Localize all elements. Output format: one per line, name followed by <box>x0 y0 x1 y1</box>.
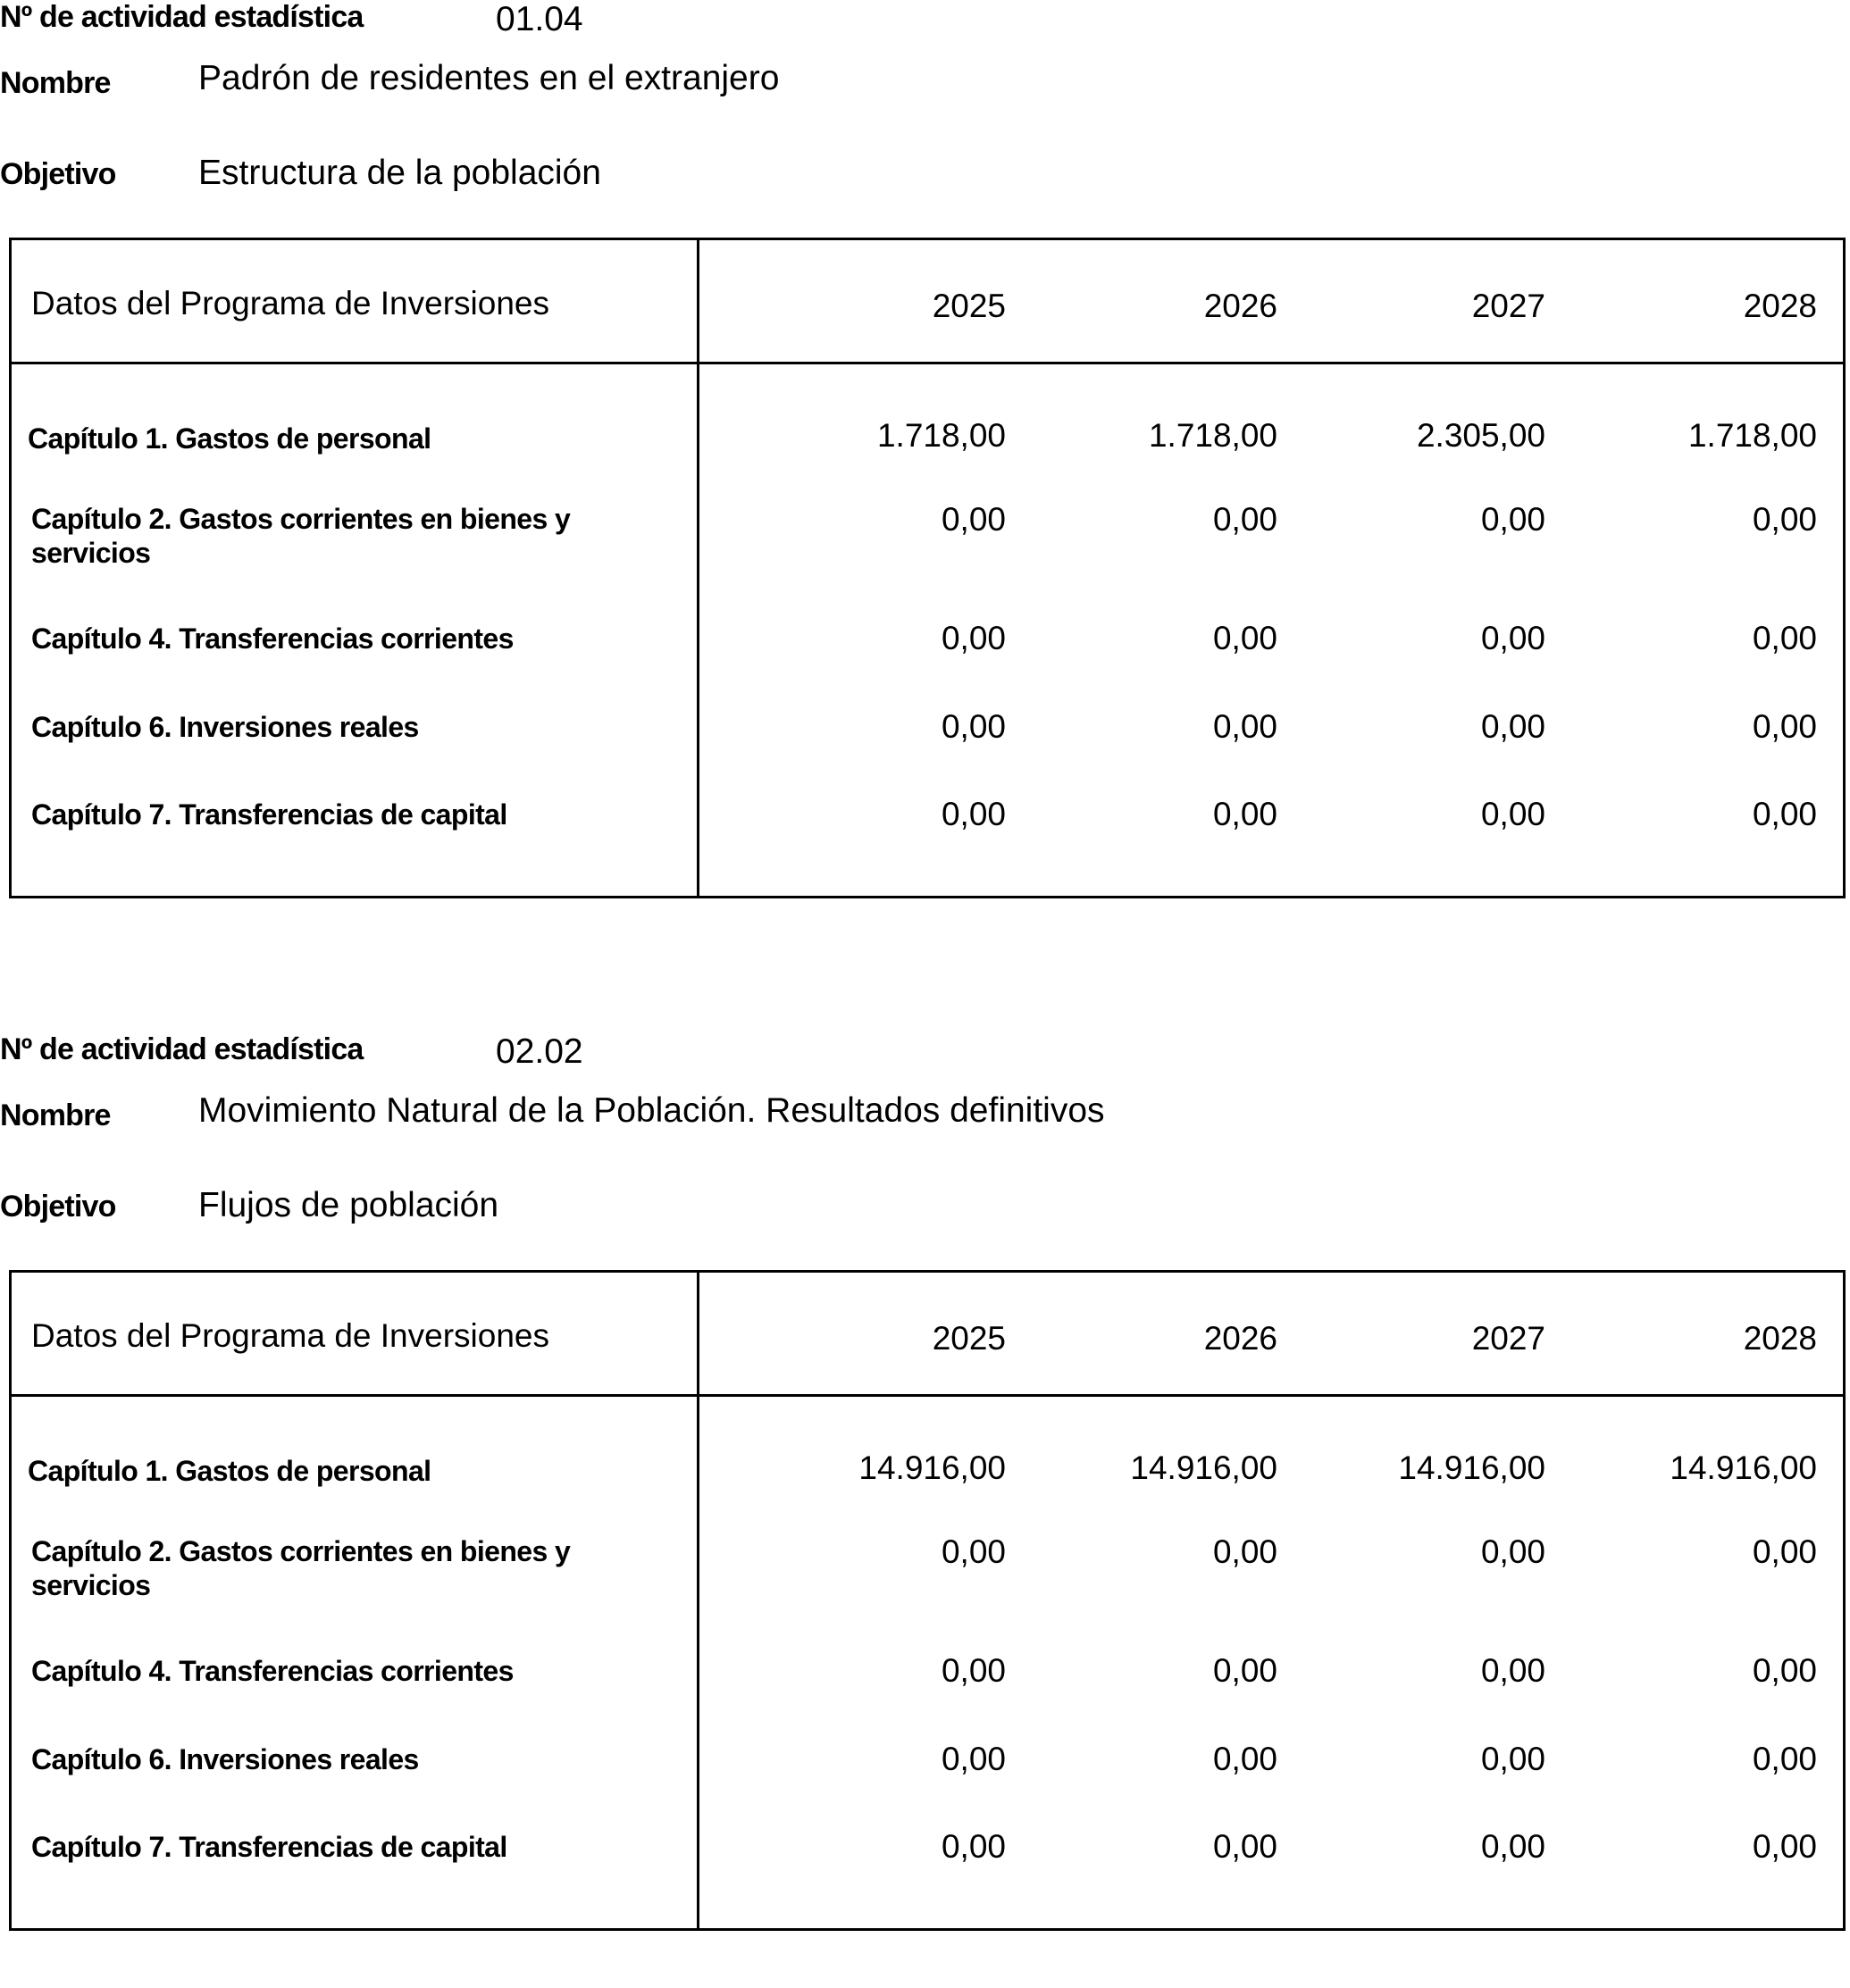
table-cell: 0,00 <box>1752 1741 1817 1777</box>
objective-value: Flujos de población <box>198 1186 499 1224</box>
table-cell: 0,00 <box>1752 620 1817 656</box>
table-cell: 0,00 <box>941 1828 1006 1865</box>
table-cell: 14.916,00 <box>858 1449 1006 1486</box>
table-cell: 0,00 <box>941 796 1006 832</box>
year-header: 2028 <box>1743 1320 1817 1357</box>
table-cell: 0,00 <box>1212 1741 1277 1777</box>
activity-number-value: 02.02 <box>496 1032 583 1071</box>
row-label: Capítulo 2. Gastos corrientes en bienes y servicios <box>31 1535 571 1601</box>
name-value: Movimiento Natural de la Población. Resultados definitivos <box>198 1091 1105 1130</box>
row-label: Capítulo 2. Gastos corrientes en bienes y servicios <box>31 503 571 569</box>
table-cell: 0,00 <box>1212 796 1277 832</box>
row-label: Capítulo 7. Transferencias de capital <box>31 1831 507 1863</box>
table-cell: 2.305,00 <box>1416 417 1545 454</box>
table-cell: 1.718,00 <box>1148 417 1277 454</box>
name-value: Padrón de residentes en el extranjero <box>198 59 780 97</box>
table-cell: 0,00 <box>1212 708 1277 745</box>
row-label: Capítulo 6. Inversiones reales <box>31 711 419 743</box>
column-divider <box>697 1273 699 1928</box>
table-cell: 0,00 <box>1480 796 1545 832</box>
table-cell: 0,00 <box>1480 1533 1545 1570</box>
name-label: Nombre <box>0 1098 111 1132</box>
row-label: Capítulo 7. Transferencias de capital <box>31 798 507 831</box>
table-cell: 1.718,00 <box>876 417 1006 454</box>
table-cell: 0,00 <box>941 708 1006 745</box>
table-cell: 0,00 <box>1480 1828 1545 1865</box>
header-divider <box>12 1394 1843 1397</box>
table-cell: 0,00 <box>1752 708 1817 745</box>
activity-number-label: Nº de actividad estadística <box>0 1032 364 1066</box>
table-cell: 0,00 <box>941 1652 1006 1689</box>
table-cell: 0,00 <box>1480 1741 1545 1777</box>
table-cell: 0,00 <box>941 1741 1006 1777</box>
row-label: Capítulo 1. Gastos de personal <box>28 422 431 455</box>
table-cell: 0,00 <box>1752 1533 1817 1570</box>
header-divider <box>12 362 1843 364</box>
name-label: Nombre <box>0 66 111 100</box>
objective-label: Objetivo <box>0 1190 116 1224</box>
year-header: 2026 <box>1203 288 1277 324</box>
year-header: 2027 <box>1471 288 1545 324</box>
table-cell: 14.916,00 <box>1670 1449 1817 1486</box>
table-cell: 0,00 <box>1212 1533 1277 1570</box>
table-cell: 0,00 <box>1752 1828 1817 1865</box>
table-cell: 14.916,00 <box>1130 1449 1277 1486</box>
objective-value: Estructura de la población <box>198 154 601 192</box>
activity-section-2 <box>0 1032 1850 1988</box>
table-header-label: Datos del Programa de Inversiones <box>31 285 549 322</box>
table-cell: 1.718,00 <box>1687 417 1817 454</box>
objective-label: Objetivo <box>0 157 116 191</box>
year-header: 2025 <box>932 1320 1006 1357</box>
activity-section-1 <box>0 0 1850 956</box>
year-header: 2028 <box>1743 288 1817 324</box>
table-cell: 0,00 <box>1212 501 1277 538</box>
table-cell: 0,00 <box>1212 1828 1277 1865</box>
row-label: Capítulo 4. Transferencias corrientes <box>31 1655 514 1687</box>
row-label: Capítulo 4. Transferencias corrientes <box>31 622 514 655</box>
table-cell: 0,00 <box>1480 501 1545 538</box>
table-cell: 0,00 <box>1752 1652 1817 1689</box>
table-cell: 0,00 <box>1480 708 1545 745</box>
table-header-label: Datos del Programa de Inversiones <box>31 1317 549 1354</box>
activity-number-value: 01.04 <box>496 0 583 38</box>
table-cell: 0,00 <box>941 501 1006 538</box>
year-header: 2025 <box>932 288 1006 324</box>
activity-number-label: Nº de actividad estadística <box>0 0 364 34</box>
table-cell: 0,00 <box>1480 1652 1545 1689</box>
row-label: Capítulo 6. Inversiones reales <box>31 1743 419 1775</box>
table-cell: 0,00 <box>1752 501 1817 538</box>
column-divider <box>697 240 699 896</box>
table-cell: 0,00 <box>941 620 1006 656</box>
year-header: 2027 <box>1471 1320 1545 1357</box>
table-cell: 0,00 <box>941 1533 1006 1570</box>
table-cell: 0,00 <box>1212 620 1277 656</box>
table-cell: 0,00 <box>1480 620 1545 656</box>
investment-table <box>9 238 1846 898</box>
investment-table <box>9 1270 1846 1931</box>
table-cell: 0,00 <box>1212 1652 1277 1689</box>
year-header: 2026 <box>1203 1320 1277 1357</box>
table-cell: 14.916,00 <box>1398 1449 1545 1486</box>
row-label: Capítulo 1. Gastos de personal <box>28 1455 431 1487</box>
table-cell: 0,00 <box>1752 796 1817 832</box>
